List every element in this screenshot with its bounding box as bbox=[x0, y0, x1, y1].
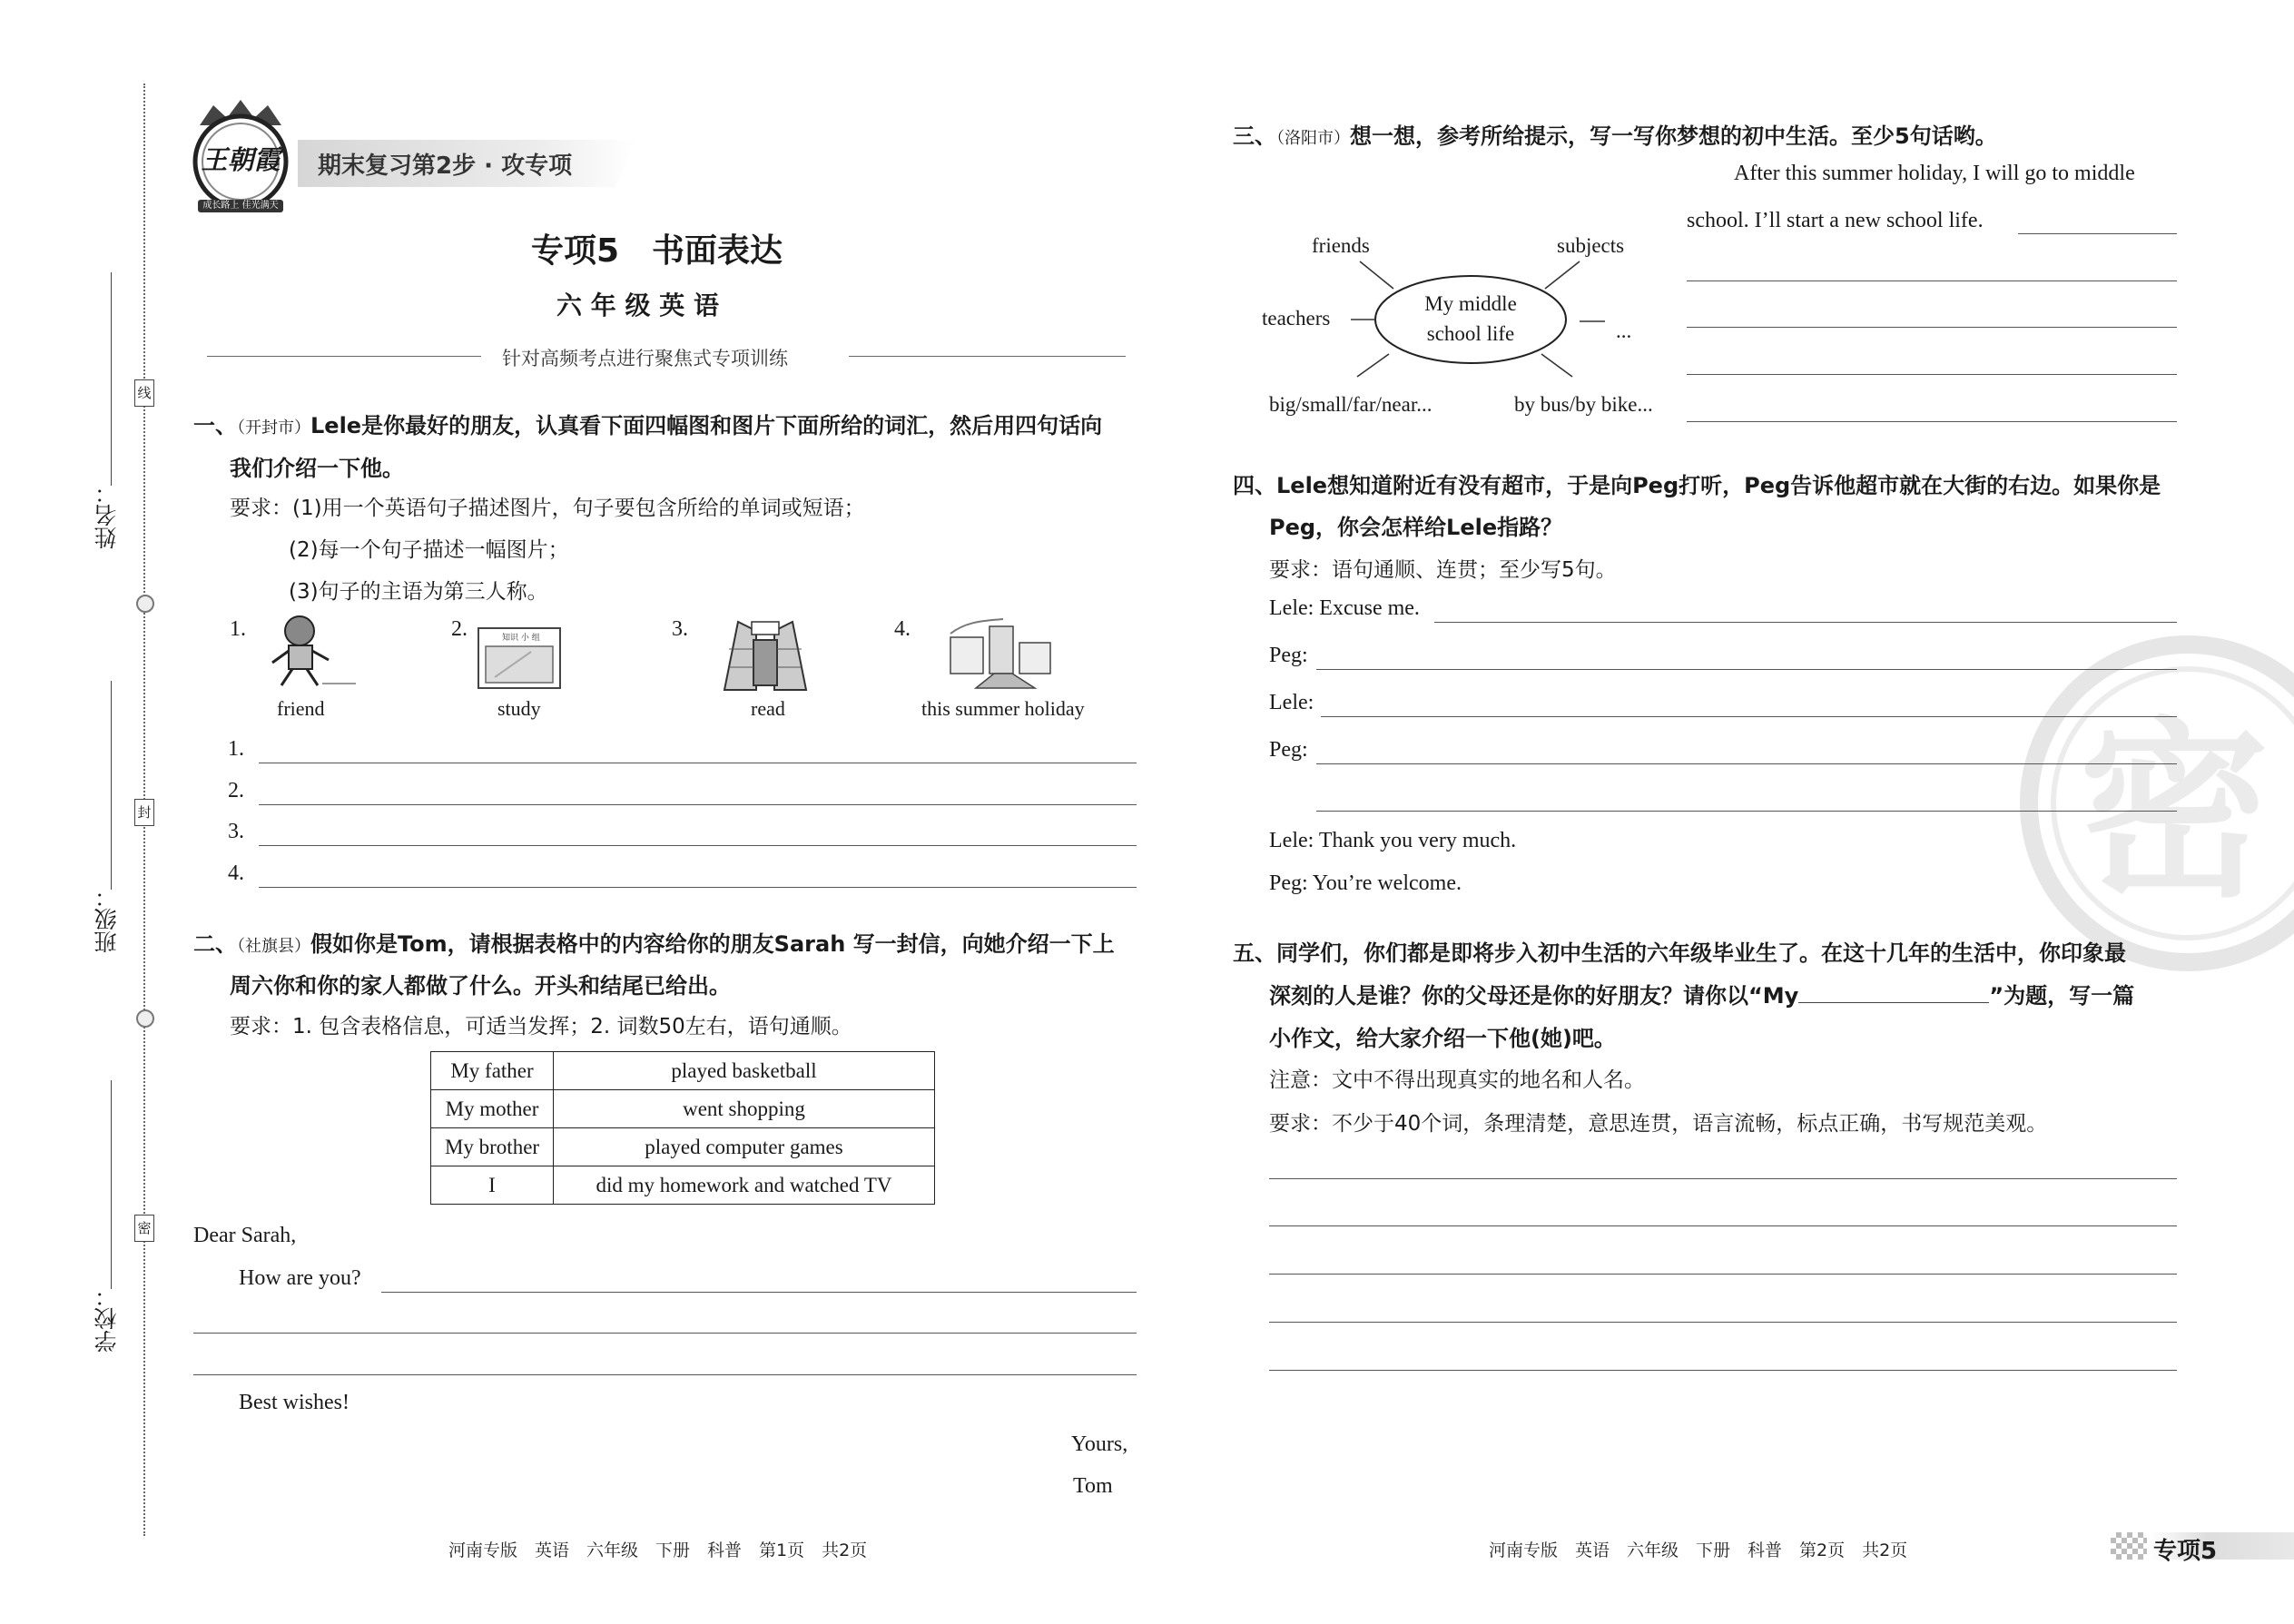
brand-slogan: 成长路上 佳光满天 bbox=[202, 201, 279, 211]
q5-prompt-2: 深刻的人是谁？你的父母还是你的好朋友？请你以“My ”为题，写一篇 bbox=[1269, 983, 2135, 1009]
dialog-end-1: Lele: Thank you very much. bbox=[1269, 829, 1517, 852]
watermark-char: 密 bbox=[2079, 701, 2270, 923]
tagline-rule-left bbox=[207, 356, 481, 357]
picture-num: 3. bbox=[672, 617, 688, 641]
page-subtitle: 六 年 级 英 语 bbox=[556, 290, 719, 320]
center-line: My middle bbox=[1424, 292, 1517, 315]
footer-right: 河南专版 英语 六年级 下册 科普 第2页 共2页 bbox=[1489, 1540, 1908, 1560]
letter-line-2[interactable] bbox=[193, 1333, 1137, 1334]
checker-icon bbox=[2111, 1532, 2147, 1560]
answer-line-4[interactable] bbox=[259, 887, 1137, 888]
boy-icon bbox=[254, 613, 359, 690]
letter-opening: How are you? bbox=[239, 1266, 361, 1290]
q2-prompt: 二、（社旗县）假如你是Tom，请根据表格中的内容给你的朋友Sarah 写一封信，向她介绍一下上 bbox=[193, 931, 1115, 957]
tagline-rule-right bbox=[849, 356, 1126, 357]
title-blank[interactable] bbox=[1798, 984, 1989, 1003]
footer-tab: 专项5 bbox=[2153, 1538, 2218, 1565]
svg-text:知识 小 组: 知识 小 组 bbox=[502, 634, 540, 643]
q5-req: 要求：不少于40个词，条理清楚，意思连贯，语言流畅，标点正确，书写规范美观。 bbox=[1269, 1112, 2048, 1136]
table-cell: My father bbox=[431, 1052, 554, 1090]
table-row bbox=[431, 1166, 935, 1205]
picture-word-read: read bbox=[751, 697, 785, 720]
q1-req-3: (3)句子的主语为第三人称。 bbox=[289, 580, 548, 604]
table-cell: went shopping bbox=[554, 1090, 935, 1128]
mind-map-center bbox=[1389, 289, 1552, 349]
picture-num: 2. bbox=[451, 617, 468, 641]
q5-prompt: 五、同学们，你们都是即将步入初中生活的六年级毕业生了。在这十几年的生活中，你印象最 bbox=[1233, 940, 2126, 966]
q2-req: 要求：1. 包含表格信息，可适当发挥；2. 词数50左右，语句通顺。 bbox=[230, 1015, 852, 1038]
q4-prompt-2: Peg，你会怎样给Lele指路？ bbox=[1269, 515, 1563, 540]
q3-given-2: school. I’ll start a new school life. bbox=[1687, 209, 1984, 232]
dialog-peg-2: Peg: bbox=[1269, 738, 1308, 762]
answer-num: 4. bbox=[228, 861, 244, 885]
class-field-line[interactable] bbox=[111, 681, 112, 890]
dialog-lele-2: Lele: bbox=[1269, 691, 1314, 714]
hint-teachers: teachers bbox=[1262, 307, 1331, 330]
q1-prompt: 一、（开封市）Lele是你最好的朋友，认真看下面四幅图和图片下面所给的词汇，然后用四句话向 bbox=[193, 413, 1103, 438]
brand-logo bbox=[182, 98, 300, 216]
q3-line-0[interactable] bbox=[2018, 233, 2177, 234]
essay-line-3[interactable] bbox=[1269, 1274, 2177, 1275]
q1-prompt-2: 我们介绍一下他。 bbox=[230, 456, 404, 481]
school-field-line[interactable] bbox=[111, 1080, 112, 1289]
essay-line-2[interactable] bbox=[1269, 1225, 2177, 1226]
table-cell: I bbox=[431, 1166, 554, 1205]
picture-num: 1. bbox=[230, 617, 246, 641]
page-title: 专项5 书面表达 bbox=[531, 232, 783, 270]
answer-num: 2. bbox=[228, 779, 244, 802]
street-icon bbox=[949, 617, 1053, 690]
dialog-peg-1: Peg: bbox=[1269, 644, 1308, 667]
name-label: 姓名： bbox=[94, 481, 120, 549]
dialog-line-2[interactable] bbox=[1316, 669, 2177, 670]
picture-word-study: study bbox=[497, 697, 541, 720]
seal-char-mi: 密 bbox=[134, 1215, 154, 1242]
hint-friends: friends bbox=[1312, 234, 1370, 257]
q3-source: （洛阳市） bbox=[1276, 129, 1350, 148]
letter-line-1[interactable] bbox=[381, 1292, 1137, 1293]
answer-num: 1. bbox=[228, 737, 244, 761]
letter-closing: Best wishes! bbox=[239, 1391, 350, 1414]
info-table bbox=[430, 1051, 935, 1205]
hint-ellipsis: ... bbox=[1616, 320, 1632, 342]
q3-given-1: After this summer holiday, I will go to middle bbox=[1734, 162, 2135, 185]
q1-req-2: (2)每一个句子描述一幅图片； bbox=[289, 538, 569, 562]
q3-prompt: 三、（洛阳市）想一想，参考所给提示，写一写你梦想的初中生活。至少5句话哟。 bbox=[1233, 123, 1997, 149]
table-cell: My mother bbox=[431, 1090, 554, 1128]
letter-signature: Tom bbox=[1073, 1474, 1113, 1498]
dialog-line-1[interactable] bbox=[1434, 622, 2177, 623]
table-cell: did my homework and watched TV bbox=[554, 1166, 935, 1205]
essay-line-5[interactable] bbox=[1269, 1370, 2177, 1371]
q2-prompt-2: 周六你和你的家人都做了什么。开头和结尾已给出。 bbox=[230, 973, 731, 999]
q3-line-3[interactable] bbox=[1687, 374, 2177, 375]
answer-num: 3. bbox=[228, 820, 244, 843]
class-label: 班级： bbox=[94, 885, 120, 953]
name-field-line[interactable] bbox=[111, 272, 112, 486]
tagline: 针对高频考点进行聚焦式专项训练 bbox=[502, 348, 788, 369]
table-cell: played computer games bbox=[554, 1128, 935, 1166]
dialog-line-5[interactable] bbox=[1316, 811, 2177, 812]
answer-line-2[interactable] bbox=[259, 804, 1137, 805]
dialog-line-4[interactable] bbox=[1316, 763, 2177, 764]
table-row bbox=[431, 1090, 935, 1128]
table-row bbox=[431, 1052, 935, 1090]
hint-transport: by bus/by bike... bbox=[1514, 393, 1653, 416]
letter-line-3[interactable] bbox=[193, 1374, 1137, 1375]
letter-greeting: Dear Sarah, bbox=[193, 1224, 297, 1247]
seal-char-feng: 封 bbox=[134, 799, 154, 826]
dialog-line-3[interactable] bbox=[1321, 716, 2177, 717]
letter-signoff: Yours, bbox=[1071, 1432, 1128, 1456]
school-label: 学校： bbox=[94, 1284, 120, 1353]
dialog-lele-1: Lele: Excuse me. bbox=[1269, 596, 1420, 620]
blackboard-icon bbox=[477, 626, 563, 692]
binding-hole-icon bbox=[136, 1009, 154, 1028]
essay-line-4[interactable] bbox=[1269, 1322, 2177, 1323]
q1-req-1: 要求：(1)用一个英语句子描述图片，句子要包含所给的单词或短语； bbox=[230, 497, 865, 520]
picture-word-holiday: this summer holiday bbox=[921, 697, 1085, 720]
q3-line-4[interactable] bbox=[1687, 421, 2177, 422]
dialog-end-2: Peg: You’re welcome. bbox=[1269, 871, 1462, 895]
hint-size: big/small/far/near... bbox=[1269, 393, 1433, 416]
q4-req: 要求：语句通顺、连贯；至少写5句。 bbox=[1269, 558, 1617, 582]
q4-prompt: 四、Lele想知道附近有没有超市，于是向Peg打听，Peg告诉他超市就在大街的右边。如果你是 bbox=[1233, 473, 2161, 498]
picture-word-friend: friend bbox=[277, 697, 325, 720]
hint-subjects: subjects bbox=[1557, 234, 1625, 257]
center-line: school life bbox=[1426, 322, 1515, 345]
brand-name: 王朝霞 bbox=[201, 144, 281, 175]
q1-source: （开封市） bbox=[237, 418, 310, 438]
table-cell: My brother bbox=[431, 1128, 554, 1166]
step-banner: 期末复习第2步 · 攻专项 bbox=[318, 153, 573, 180]
q3-line-2[interactable] bbox=[1687, 327, 2177, 328]
table-row bbox=[431, 1128, 935, 1166]
q5-prompt-3: 小作文，给大家介绍一下他(她)吧。 bbox=[1269, 1026, 1616, 1051]
q5-note: 注意：文中不得出现真实的地名和人名。 bbox=[1269, 1068, 1645, 1092]
library-icon bbox=[715, 613, 815, 693]
essay-line-1[interactable] bbox=[1269, 1178, 2177, 1179]
binding-hole-icon bbox=[136, 595, 154, 613]
seal-char-xian: 线 bbox=[134, 379, 154, 407]
q2-source: （社旗县） bbox=[237, 937, 310, 956]
answer-line-3[interactable] bbox=[259, 845, 1137, 846]
picture-num: 4. bbox=[894, 617, 911, 641]
footer-left: 河南专版 英语 六年级 下册 科普 第1页 共2页 bbox=[448, 1540, 868, 1560]
table-cell: played basketball bbox=[554, 1052, 935, 1090]
